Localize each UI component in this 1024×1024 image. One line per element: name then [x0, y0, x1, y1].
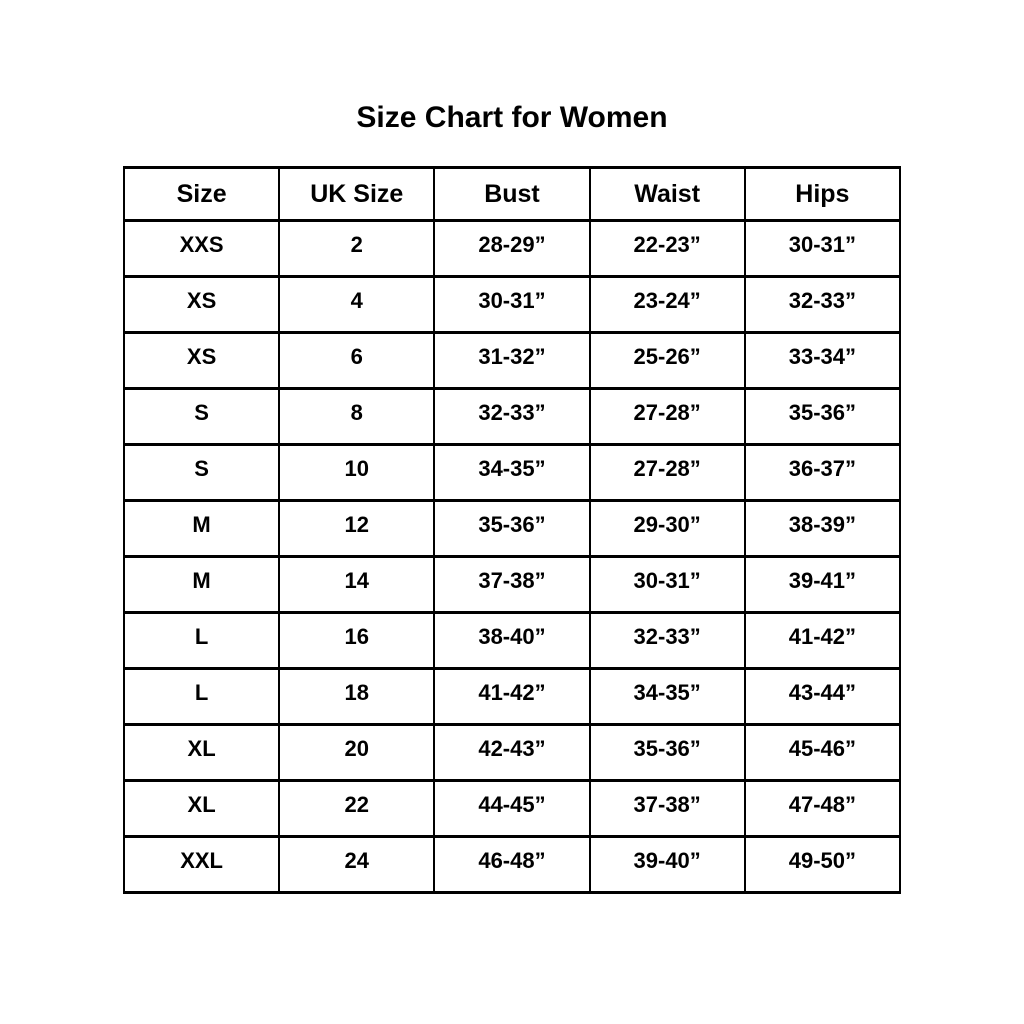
- table-cell: 22-23”: [590, 221, 745, 277]
- table-row: [124, 333, 900, 389]
- table-cell: 45-46”: [745, 725, 900, 781]
- table-cell: 39-40”: [590, 837, 745, 893]
- table-row: [124, 669, 900, 725]
- table-row: [124, 725, 900, 781]
- size-table: [123, 166, 901, 894]
- table-row: [124, 613, 900, 669]
- table-cell: 32-33”: [745, 277, 900, 333]
- table-row: [124, 445, 900, 501]
- table-row: [124, 221, 900, 277]
- table-row: [124, 837, 900, 893]
- page-title: Size Chart for Women: [356, 101, 668, 134]
- table-cell: 2: [279, 221, 434, 277]
- column-header: UK Size: [279, 168, 434, 221]
- table-cell: XL: [124, 725, 279, 781]
- table-cell: 10: [279, 445, 434, 501]
- table-cell: 39-41”: [745, 557, 900, 613]
- table-cell: 20: [279, 725, 434, 781]
- table-cell: 22: [279, 781, 434, 837]
- table-cell: 18: [279, 669, 434, 725]
- table-cell: 34-35”: [434, 445, 589, 501]
- table-row: [124, 389, 900, 445]
- table-cell: 29-30”: [590, 501, 745, 557]
- table-cell: XXS: [124, 221, 279, 277]
- table-cell: 33-34”: [745, 333, 900, 389]
- table-cell: 8: [279, 389, 434, 445]
- table-cell: 6: [279, 333, 434, 389]
- table-cell: 27-28”: [590, 445, 745, 501]
- table-cell: 44-45”: [434, 781, 589, 837]
- table-cell: 42-43”: [434, 725, 589, 781]
- table-cell: 27-28”: [590, 389, 745, 445]
- table-cell: S: [124, 389, 279, 445]
- table-cell: 32-33”: [590, 613, 745, 669]
- size-table-head: [124, 168, 900, 221]
- table-row: [124, 557, 900, 613]
- table-cell: 37-38”: [434, 557, 589, 613]
- table-cell: 49-50”: [745, 837, 900, 893]
- table-cell: 34-35”: [590, 669, 745, 725]
- column-header: Hips: [745, 168, 900, 221]
- table-cell: 37-38”: [590, 781, 745, 837]
- table-cell: 46-48”: [434, 837, 589, 893]
- size-table-body: [124, 221, 900, 893]
- table-cell: XS: [124, 333, 279, 389]
- table-cell: 38-40”: [434, 613, 589, 669]
- table-cell: 12: [279, 501, 434, 557]
- table-cell: 36-37”: [745, 445, 900, 501]
- column-header: Size: [124, 168, 279, 221]
- table-cell: M: [124, 501, 279, 557]
- table-cell: 35-36”: [745, 389, 900, 445]
- table-cell: 4: [279, 277, 434, 333]
- table-cell: 41-42”: [745, 613, 900, 669]
- table-cell: 30-31”: [434, 277, 589, 333]
- table-row: [124, 781, 900, 837]
- table-cell: 35-36”: [434, 501, 589, 557]
- table-cell: XL: [124, 781, 279, 837]
- table-cell: 35-36”: [590, 725, 745, 781]
- column-header: Bust: [434, 168, 589, 221]
- table-cell: 38-39”: [745, 501, 900, 557]
- table-cell: 41-42”: [434, 669, 589, 725]
- table-cell: M: [124, 557, 279, 613]
- table-row: [124, 501, 900, 557]
- table-cell: 30-31”: [745, 221, 900, 277]
- table-cell: 23-24”: [590, 277, 745, 333]
- table-cell: L: [124, 669, 279, 725]
- table-cell: 43-44”: [745, 669, 900, 725]
- table-cell: 25-26”: [590, 333, 745, 389]
- table-cell: 16: [279, 613, 434, 669]
- table-row: [124, 277, 900, 333]
- table-cell: L: [124, 613, 279, 669]
- table-cell: 30-31”: [590, 557, 745, 613]
- table-cell: 47-48”: [745, 781, 900, 837]
- header-row: [124, 168, 900, 221]
- column-header: Waist: [590, 168, 745, 221]
- table-cell: 31-32”: [434, 333, 589, 389]
- table-cell: XS: [124, 277, 279, 333]
- table-cell: 14: [279, 557, 434, 613]
- table-cell: 24: [279, 837, 434, 893]
- table-cell: 28-29”: [434, 221, 589, 277]
- table-cell: XXL: [124, 837, 279, 893]
- table-cell: S: [124, 445, 279, 501]
- table-cell: 32-33”: [434, 389, 589, 445]
